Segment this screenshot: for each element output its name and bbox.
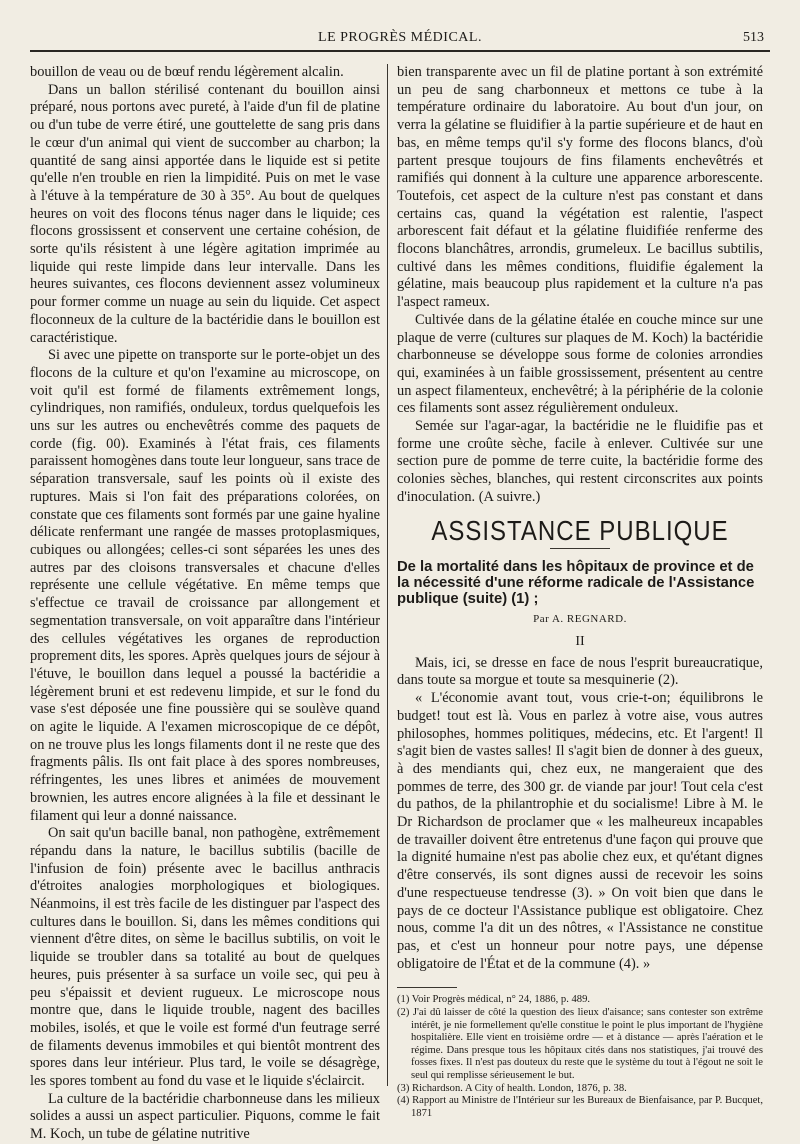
footnote-rule: [397, 987, 457, 988]
footnote: (4) Rapport au Ministre de l'Intérieur sur les Bureaux de Bienfaisance, par P. Bucquet, 1871: [397, 1095, 763, 1119]
paragraph: Dans un ballon stérilisé contenant du bouillon ainsi préparé, nous portons avec pureté, à l'aide d'un fil de platine ou d'un tube de verre étiré, une gouttelette de sang pris dans le cœur d'un animal qui vient de succomber au charbon; la quantité de sang ainsi apportée dans le liquide est si petite qu'elle n'en trouble en rien la limpidité. Puis on met le vase à l'étuve à la température de 30 à 35°. Au bout de quelques heures on voit des flocons ténus nager dans le liquide; ces flocons grossissent et conservent une certaine cohésion, de sorte qu'ils résistent à une légère agitation imprimée au liquide qui reste limpide dans leur intervalle. Dans les heures suivantes, ces flocons deviennent assez volumineux pour former comme un nuage au sein du liquide. Cet aspect floconneux de la culture de la bactéridie dans le bouillon est caractéristique.: [30, 81, 380, 346]
journal-title: LE PROGRÈS MÉDICAL.: [318, 30, 482, 45]
paragraph: On sait qu'un bacille banal, non pathogène, extrêmement répandu dans la nature, le bacillus subtilis (bacille de l'infusion de foin) présente avec le bacillus anthracis d'étroites analogies morphologiques et biologiques. Néanmoins, il est très facile de les distinguer par l'aspect des cultures dans le bouillon. Si, dans les mêmes conditions qui viennent d'être dites, on sème le bacillus subtilis, on voit le liquide se troubler dans sa totalité au bout de quelques heures, puis présenter à sa surface un voile sec, qui peu à peu s'épaissit et devient rugueux. Le microscope nous montre que, dans le liquide trouble, nagent des bacilles mobiles, isolés, et que le voile est formé d'un feutrage serré de filaments devenus immobiles et qui bientôt montrent des spores dans leur intérieur. Plus tard, le voile se désagrège, les spores tombent au fond du vase et le liquide s'éclaircit.: [30, 825, 380, 1090]
section-rule: [550, 548, 610, 549]
paragraph: bien transparente avec un fil de platine portant à son extrémité un peu de sang charbonneux et mettons ce tube à la température ordinaire du laboratoire. Au bout d'un jour, on verra la gélatine se fluidifier à la partie supérieure et de haut en bas, en même temps qu'il s'y forme des flocons blancs, d'où partent presque toujours de fins filaments enchevêtrés et ramifiés qui donnent à la culture une apparence arborescente. Toutefois, cet aspect de la culture n'est pas constant et dans certains cas, quand la végétation est ralentie, l'aspect arborescent fait défaut et la gélatine fluidifiée renferme des flocons blanchâtres, arrondis, grumeleux. Le bacillus subtilis, cultivé dans les mêmes conditions, fluidifie également la gélatine, mais beaucoup plus rapidement et la culture n'a pas l'aspect rameux.: [397, 64, 763, 311]
right-column: [397, 64, 763, 1120]
footnote: (2) J'ai dû laisser de côté la question des lieux d'aisance; sans contester son extrême intérêt, je nie formellement qu'elle constitue le point le plus important de l'hygiène hospitalière. Elle vient en troisième ordre — et à distance — après l'aération et le régime. Dans presque tous les hôpitaux cités dans nos statistiques, j'ai trouvé des fosses fixes. Il n'est pas douteux du reste que le système du tout à l'égout ne soit le seul qui remplisse sérieusement le but.: [397, 1006, 763, 1081]
paragraph: Si avec une pipette on transporte sur le porte-objet un des flocons de la culture et qu'on l'examine au microscope, on voit qu'il est formé de filaments extrêmement longs, cylindriques, non ramifiés, onduleux, tordus quelquefois les uns sur les autres ou enchevêtrés comme des paquets de corde (fig. 00). Examinés à l'état frais, ces filaments paraissent homogènes dans toute leur longueur, sans trace de séparation transversale, sauf les points où il existe des ruptures. Mais si l'on fait des préparations colorées, on constate que ces filaments sont formés par une gaine hyaline délicate renfermant une rangée de masses protoplasmiques, cubiques ou allongées; celles-ci sont séparées les unes des autres par des cloisons transversales et chacune d'elles représente une cellule végétative. En même temps que s'effectue ce travail de croissance par allongement et segmentation transversale, on voit apparaître dans l'intérieur des cellules végétatives les organes de reproduction proprement dits, les spores. Après quelques jours de séjour à l'étuve, le bouillon dans lequel a poussé la bactéridie a légèrement bruni et est redevenu limpide, et sur le fond du vase s'est déposée une fine poussière qui se soulève quand on agite le liquide. A l'examen microscopique de ce dépôt, on ne trouve plus les longs filaments dont il ne reste que des fragments pâlis. Ils ont fait place à des spores nombreuses, réfringentes, les unes libres et animées de mouvement brownien, les autres encore alignées à la file et dessinant le filament qui leur a donné naissance.: [30, 347, 380, 824]
paragraph: Semée sur l'agar-agar, la bactéridie ne le fluidifie pas et forme une croûte sèche, facile à enlever. Cultivée sur une section pure de pomme de terre cuite, la bactéridie forme des colonies sèches, blanches, qui restent circonscrites aux points d'inoculation. (A suivre.): [397, 418, 763, 505]
paragraph: La culture de la bactéridie charbonneuse dans les milieux solides a aussi un aspect particulier. Piquons, comme le fait M. Koch, un tube de gélatine nutritive: [30, 1090, 380, 1143]
paragraph: Cultivée dans de la gélatine étalée en couche mince sur une plaque de verre (cultures sur plaques de M. Koch) la bactéridie charbonneuse se développe sous forme de colonies arrondies qui, examinées à un faible grossissement, présentent au centre un aspect filamenteux, enchevêtré; à la périphérie de la colonie ces filaments sont assez régulièrement onduleux.: [397, 311, 763, 417]
left-column: [30, 64, 380, 1144]
byline: Par A. REGNARD.: [533, 613, 627, 626]
footnote: (1) Voir Progrès médical, n° 24, 1886, p. 489.: [397, 994, 591, 1006]
paragraph: Mais, ici, se dresse en face de nous l'esprit bureaucratique, dans toute sa morgue et toute sa mesquinerie (2).: [397, 654, 763, 689]
paragraph: bouillon de veau ou de bœuf rendu légèrement alcalin.: [30, 64, 344, 80]
column-divider: [387, 64, 388, 1086]
paragraph: « L'économie avant tout, vous crie-t-on; équilibrons le budget! tout est là. Vous en parlez à votre aise, vous autres philosophes, hommes politiques, médecins, etc. Et l'argent! Il s'agit bien de vastes salles! Il s'agit bien de donner à des gueux, à des mendiants qui, chez eux, ne mangeraient que des pommes de terre, des 300 gr. de viande par jour! Tout cela c'est du pathos, de la philantrophie et du socialisme! Libre à M. le Dr Richardson de proclamer que « les malheureux incapables de travailler doivent être entretenus d'une façon qui prouve que la dignité humaine n'est pas abolie chez eux, et qu'étant dignes d'être conservés, ils sont dignes aussi de recevoir les soins d'une respectueuse tendresse (3). » On voit bien que dans le pays de ce docteur l'Assistance publique est obligatoire. Chez nous, comme l'a dit un des nôtres, « l'Assistance ne constitue pas, et c'est un honneur pour notre pays, une dépense obligatoire de l'État et de la commune (4). »: [397, 690, 763, 972]
article-title: De la mortalité dans les hôpitaux de province et de la nécessité d'une réforme radicale de l'Assistance publique (suite) (1) ;: [397, 559, 755, 608]
footnotes: [397, 994, 763, 1120]
part-number: II: [575, 633, 585, 649]
header-rule: [30, 50, 770, 52]
footnote: (3) Richardson. A City of health. London, 1876, p. 38.: [397, 1082, 627, 1094]
section-heading: ASSISTANCE PUBLIQUE: [431, 515, 729, 547]
running-header: [30, 30, 770, 52]
page-number: 513: [743, 30, 764, 45]
